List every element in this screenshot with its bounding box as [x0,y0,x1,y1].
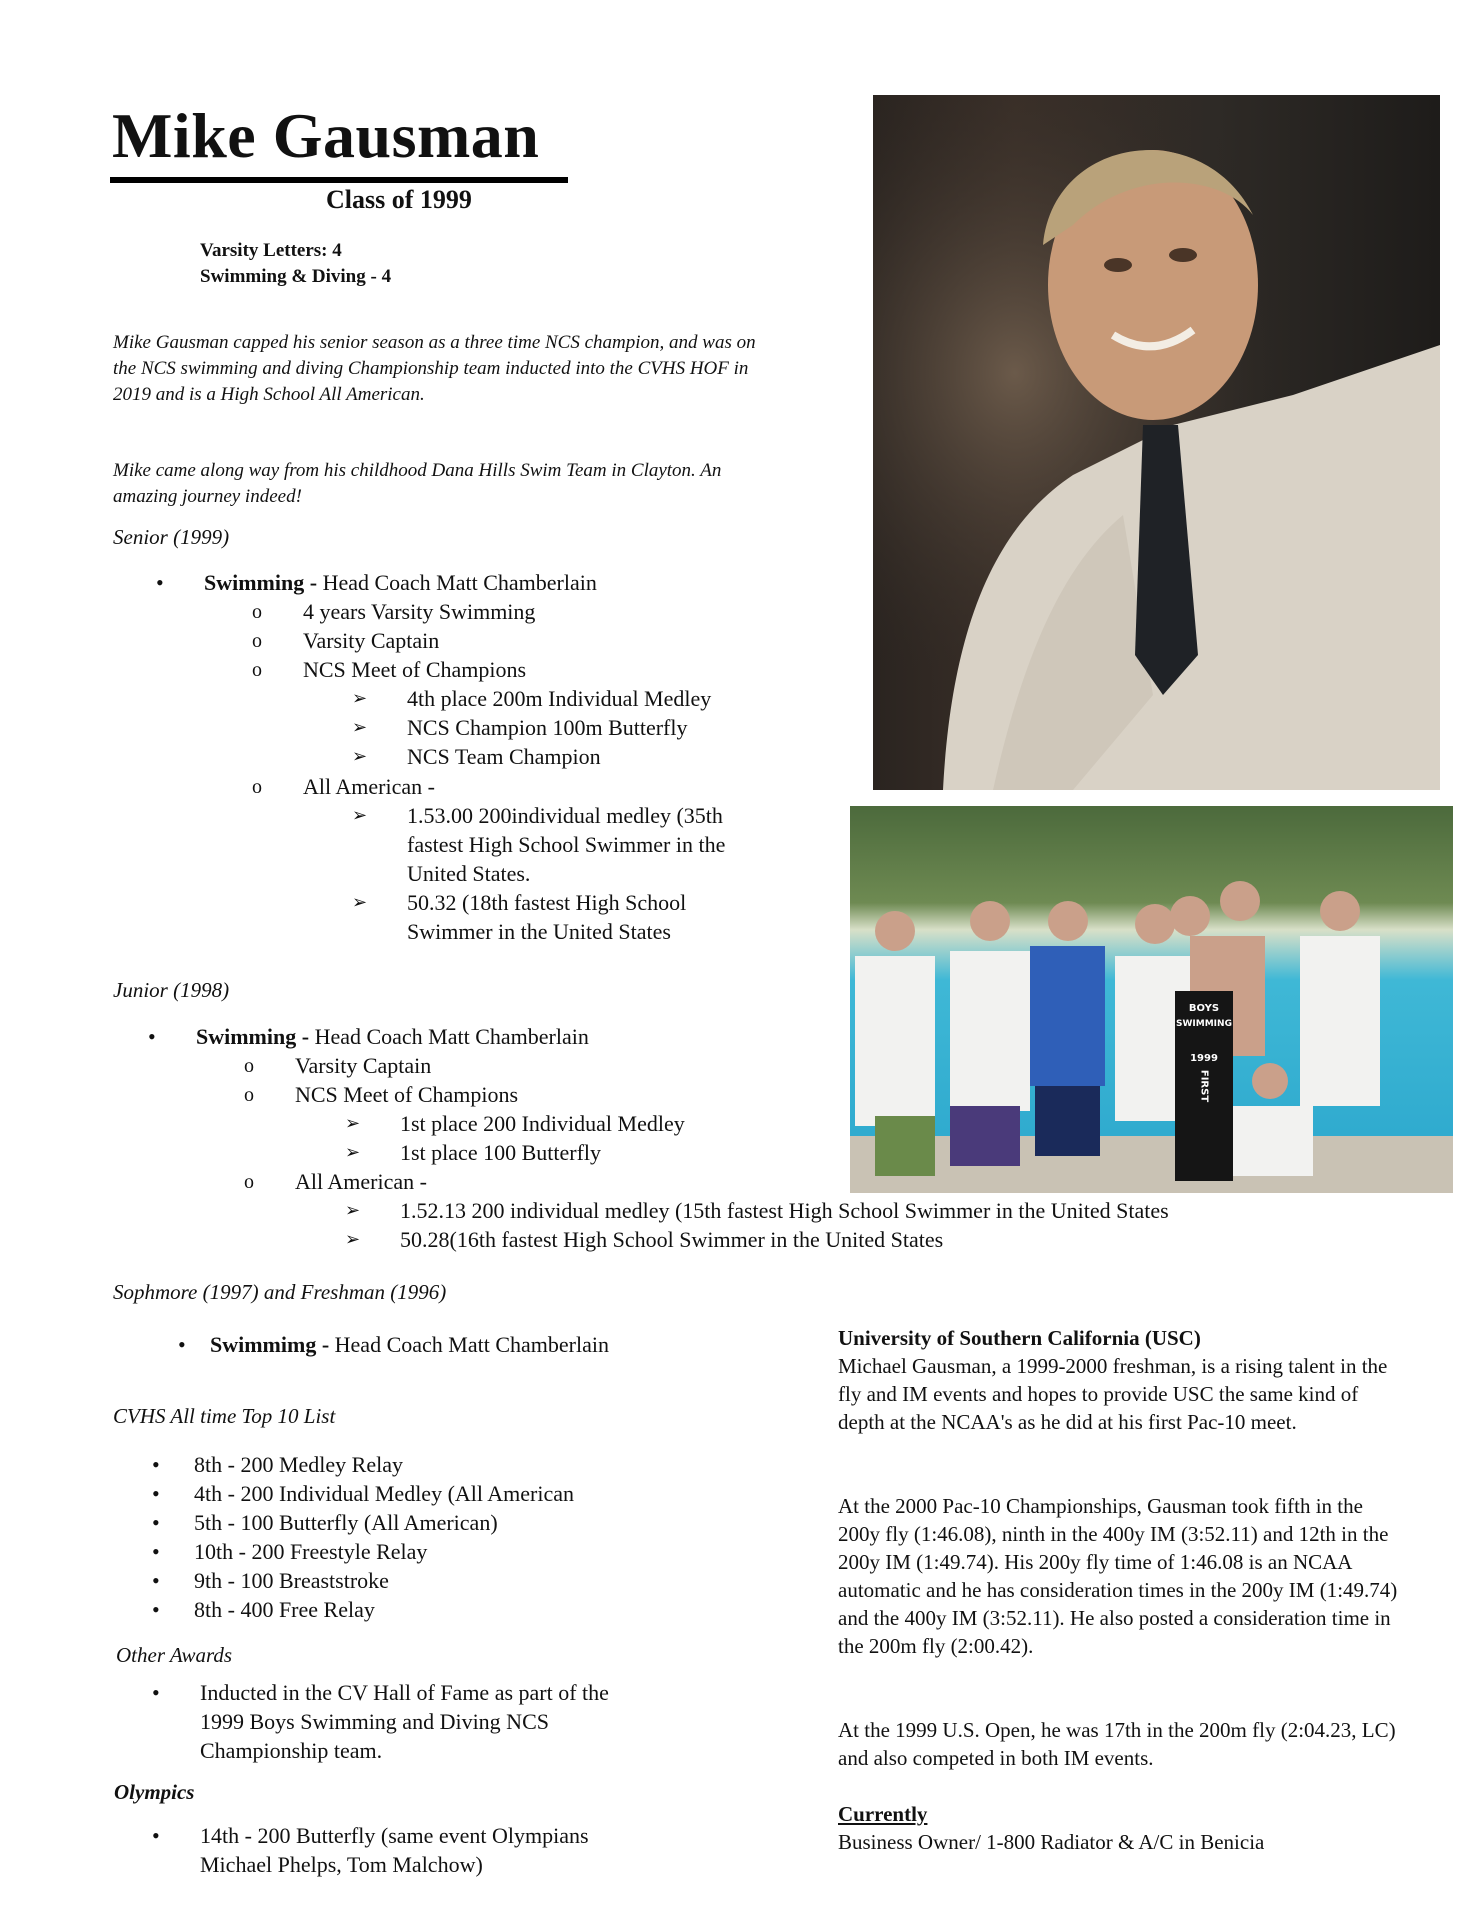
arrow-bullet-icon: ➢ [345,1113,361,1133]
list-item: All American - [295,1169,427,1194]
list-item: 4th place 200m Individual Medley [407,686,712,711]
list-item: 1st place 100 Butterfly [400,1140,602,1165]
arrow-bullet-icon: ➢ [345,1200,361,1220]
section-heading-soph-fresh: Sophmore (1997) and Freshman (1996) [113,1280,447,1304]
usc-paragraph-2: At the 2000 Pac-10 Championships, Gausman took fifth in the 200y fly (1:46.08), ninth in the 400y IM (3:52.11) and 12th in the 200y IM (1:49.74). His 200y fly time of 1:46.08 is an NCAA automatic and he has consideration times in the 200y IM (1:49.74) and the 400y IM (3:52.11). He also posted a consideration time in the 200m fly (2:00.42). [838,1494,1398,1658]
arrow-bullet-icon: ➢ [352,805,368,825]
arrow-bullet-icon: ➢ [352,892,368,912]
portrait-illustration [873,95,1440,790]
list-item: 1.52.13 200 individual medley (15th fastest High School Swimmer in the United States [400,1198,1169,1223]
list-item: NCS Meet of Champions [295,1082,519,1107]
banner-year: 1999 [1190,1053,1218,1064]
senior-sport-line [204,570,597,596]
list-item-continued: Championship team. [200,1738,383,1763]
list-item: 4 years Varsity Swimming [303,599,536,624]
section-heading-senior: Senior (1999) [113,525,230,549]
sport-label: Swimming - [196,1024,310,1049]
list-item: NCS Champion 100m Butterfly [407,715,688,740]
section-heading-other-awards: Other Awards [116,1643,233,1667]
list-item: Varsity Captain [303,628,440,653]
section-heading-junior: Junior (1998) [113,978,230,1002]
bullet-disc: • [152,1510,160,1535]
top10-item: 9th - 100 Breaststroke [194,1568,389,1593]
arrow-bullet-icon: ➢ [352,746,368,766]
usc-paragraph-3: At the 1999 U.S. Open, he was 17th in the 200m fly (2:04.23, LC) and also competed in both IM events. [838,1718,1396,1770]
list-item: 50.28(16th fastest High School Swimmer in the United States [400,1227,944,1252]
junior-sport-line [196,1024,589,1050]
coach-label: Head Coach Matt Chamberlain [309,1024,589,1049]
intro-paragraph-2: Mike came along way from his childhood Dana Hills Swim Team in Clayton. An amazing journey indeed! [113,460,722,507]
swimming-diving-letters: Swimming & Diving - 4 [200,266,392,287]
list-item: Varsity Captain [295,1053,432,1078]
top10-item: 5th - 100 Butterfly (All American) [194,1510,498,1535]
list-item-continued: Michael Phelps, Tom Malchow) [200,1852,483,1877]
list-item-continued: United States. [407,861,531,886]
bullet-disc: • [152,1597,160,1622]
arrow-bullet-icon: ➢ [352,688,368,708]
arrow-bullet-icon: ➢ [345,1142,361,1162]
currently-heading: Currently [838,1802,928,1826]
team-illustration [850,806,1453,1193]
list-item: Inducted in the CV Hall of Fame as part of the [200,1680,609,1705]
list-item: 1st place 200 Individual Medley [400,1111,685,1136]
usc-paragraph: Michael Gausman, a 1999-2000 freshman, is a rising talent in the fly and IM events and hopes to provide USC the same kind of depth at the NCAA's as he did at his first Pac-10 meet. [838,1354,1388,1434]
top10-item: 8th - 200 Medley Relay [194,1452,403,1477]
bullet-disc: • [152,1539,160,1564]
usc-heading: University of Southern California (USC) [838,1326,1201,1350]
banner-line1: BOYS [1188,1003,1220,1014]
list-item-continued: Swimmer in the United States [407,919,671,944]
bullet-disc: • [152,1481,160,1506]
list-item: 50.32 (18th fastest High School [407,890,687,915]
bullet-disc: • [152,1680,160,1705]
section-heading-olympics: Olympics [114,1780,195,1804]
portrait-photo [873,95,1440,790]
banner-word: FIRST [1198,1069,1210,1103]
bullet-disc: • [156,570,164,595]
intro-paragraph: Mike Gausman capped his senior season as a three time NCS champion, and was on the NCS swimming and diving Championship team inducted into the CVHS HOF in 2019 and is a High School All American. [113,332,756,405]
section-heading-top10: CVHS All time Top 10 List [113,1404,336,1428]
list-item: NCS Meet of Champions [303,657,527,682]
top10-item: 8th - 400 Free Relay [194,1597,375,1622]
list-item: All American - [303,774,435,799]
soph-sport-line [210,1332,609,1358]
coach-label: Head Coach Matt Chamberlain [329,1332,609,1357]
varsity-letters: Varsity Letters: 4 [200,240,342,261]
bullet-disc: • [152,1568,160,1593]
banner-line2: SWIMMING [1176,1019,1232,1029]
top10-item: 4th - 200 Individual Medley (All American [194,1481,575,1506]
class-year: Class of 1999 [326,185,472,214]
title-underline [110,177,568,183]
bullet-disc: • [152,1452,160,1477]
bullet-circle: o [244,1171,254,1193]
top10-item: 10th - 200 Freestyle Relay [194,1539,428,1564]
bullet-circle: o [252,630,262,652]
team-photo [850,806,1453,1193]
sport-label: Swimmimg - [210,1332,330,1357]
bullet-circle: o [252,601,262,623]
page-title: Mike Gausman [112,100,540,171]
list-item: 14th - 200 Butterfly (same event Olympians [200,1823,589,1848]
list-item: NCS Team Champion [407,744,601,769]
bullet-circle: o [244,1055,254,1077]
bullet-circle: o [252,776,262,798]
currently-text: Business Owner/ 1-800 Radiator & A/C in Benicia [838,1830,1265,1854]
arrow-bullet-icon: ➢ [345,1229,361,1249]
sport-label: Swimming - [204,570,318,595]
list-item-continued: 1999 Boys Swimming and Diving NCS [200,1709,549,1734]
bullet-disc: • [178,1332,186,1357]
bullet-circle: o [252,659,262,681]
bullet-circle: o [244,1084,254,1106]
coach-label: Head Coach Matt Chamberlain [317,570,597,595]
bullet-disc: • [152,1823,160,1848]
list-item: 1.53.00 200individual medley (35th [407,803,723,828]
bullet-disc: • [148,1024,156,1049]
list-item-continued: fastest High School Swimmer in the [407,832,726,857]
arrow-bullet-icon: ➢ [352,717,368,737]
